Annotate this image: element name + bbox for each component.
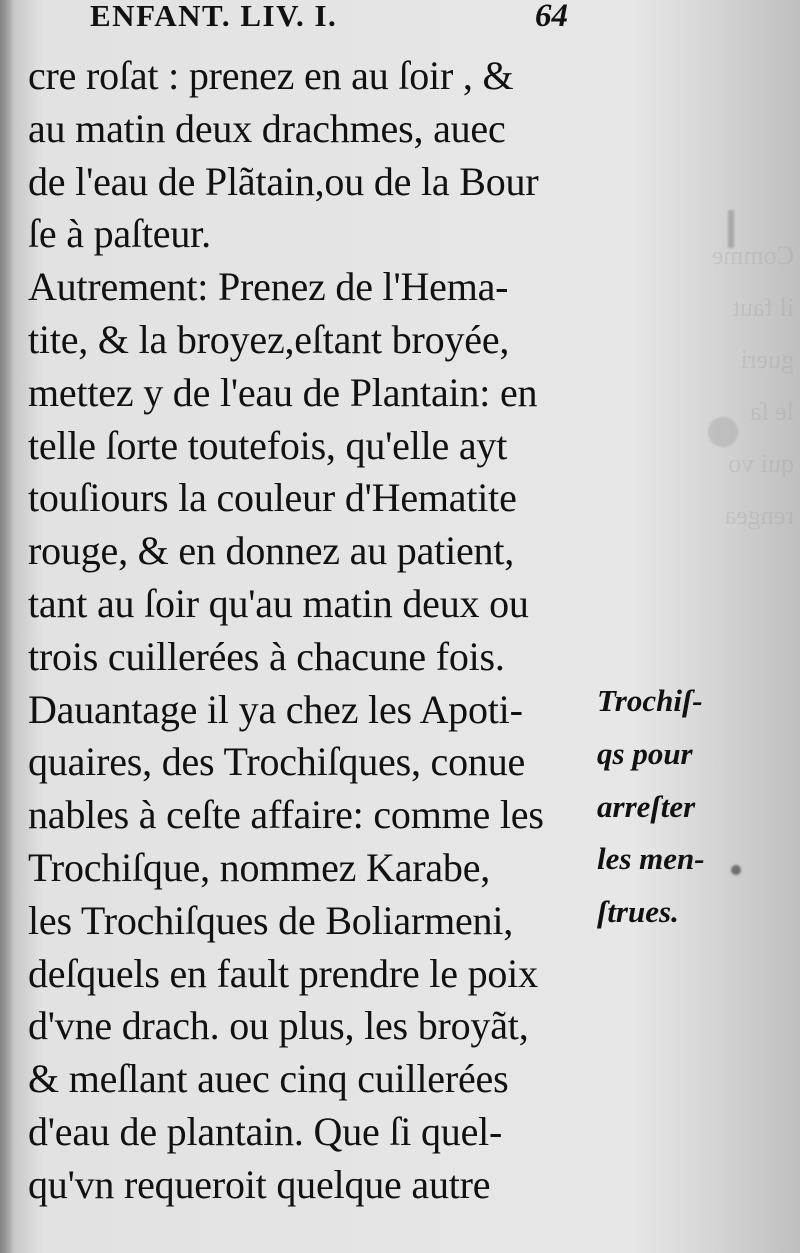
margin-note-line: ſtrues.	[597, 894, 679, 930]
text-line: mettez y de l'eau de Plantain: en	[28, 369, 538, 415]
text-line: touſiours la couleur d'Hematite	[28, 475, 517, 521]
margin-note-line: arreſter	[597, 788, 696, 824]
text-line: tite, & la broyez,eſtant broyée,	[28, 316, 510, 362]
text-line: d'vne drach. ou plus, les broyãt,	[28, 1003, 529, 1049]
show-through-text: Comme il faut gueri le ſa qui vo rengea	[711, 241, 794, 530]
text-line: qu'vn requeroit quelque autre	[28, 1161, 491, 1207]
text-line: cre roſat : prenez en au ſoir , &	[28, 53, 514, 98]
text-line: nables à ceſte affaire: comme les	[28, 792, 544, 838]
margin-note-line: Trochiſ-	[597, 683, 703, 718]
margin-note-line: qs pour	[597, 735, 693, 771]
margin-mark	[728, 210, 734, 248]
text-line: Trochiſque, nommez Karabe,	[28, 844, 491, 890]
text-line: d'eau de plantain. Que ſi quel-	[28, 1108, 503, 1154]
text-line: Autrement: Prenez de l'Hema-	[28, 264, 509, 310]
text-line: tant au ſoir qu'au matin deux ou	[28, 580, 529, 626]
text-line: ſe à paſteur.	[28, 211, 211, 257]
margin-note-line: les men-	[597, 841, 705, 877]
text-line: au matin deux drachmes, auec	[28, 105, 506, 151]
main-text-block	[28, 50, 598, 1212]
text-line: deſquels en fault prendre le poix	[28, 950, 538, 996]
text-line: quaires, des Trochiſques, conue	[28, 739, 526, 785]
ink-dot	[731, 865, 741, 875]
text-line: Dauantage il ya chez les Apoti-	[28, 686, 523, 732]
running-head: ENFANT. LIV. I.	[90, 0, 338, 33]
text-line: telle ſorte toutefois, qu'elle ayt	[28, 422, 508, 468]
page-number: 64	[535, 0, 568, 34]
marginal-note	[597, 675, 757, 939]
text-line: de l'eau de Plãtain,ou de la Bour	[28, 158, 539, 204]
text-line: rouge, & en donnez au patient,	[28, 528, 515, 574]
text-line: & meſlant auec cinq cuillerées	[28, 1056, 509, 1102]
text-line: les Trochiſques de Boliarmeni,	[28, 897, 514, 943]
ink-spot	[708, 417, 738, 447]
text-line: trois cuillerées à chacune fois.	[28, 633, 505, 679]
